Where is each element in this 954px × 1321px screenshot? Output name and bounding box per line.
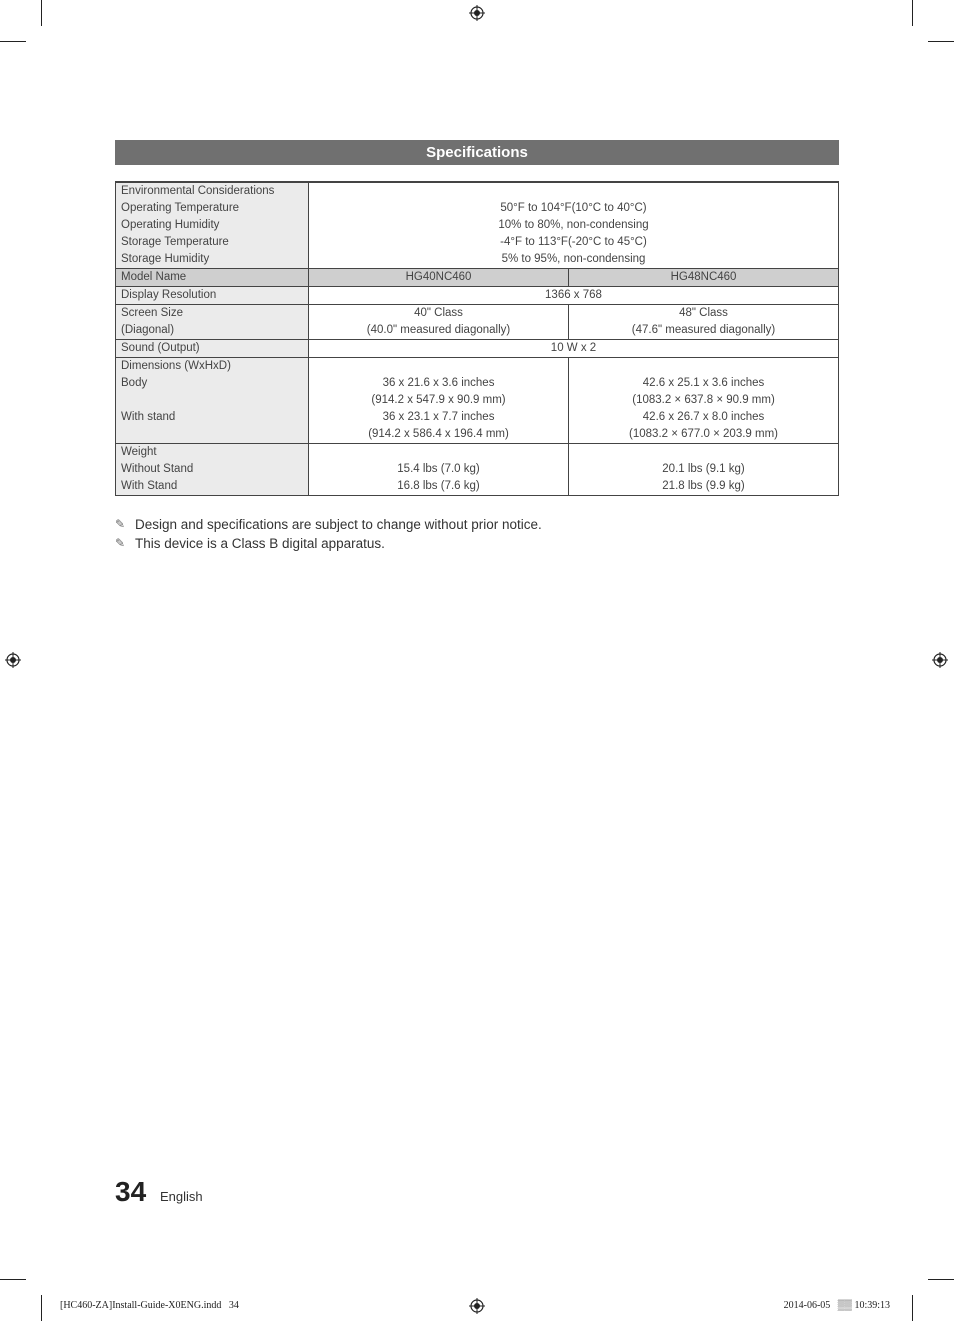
row-label: Weight Without Stand With Stand xyxy=(116,444,309,496)
table-row xyxy=(116,269,839,287)
table-row xyxy=(116,444,839,496)
row-value: 1366 x 768 xyxy=(309,287,839,305)
crop-mark xyxy=(0,1279,26,1280)
registration-mark-icon xyxy=(932,652,948,668)
pencil-note-icon: ✎ xyxy=(115,536,126,550)
row-label: Screen Size (Diagonal) xyxy=(116,305,309,340)
model-col2: HG48NC460 xyxy=(569,269,839,287)
row-value: 42.6 x 25.1 x 3.6 inches (1083.2 × 637.8 × 90.9 mm) 42.6 x 26.7 x 8.0 inches (1083.2 × 677.0 × 203.9 mm) xyxy=(569,358,839,444)
table-row xyxy=(116,287,839,305)
crop-mark xyxy=(912,0,913,26)
registration-mark-icon xyxy=(5,652,21,668)
crop-mark xyxy=(0,41,26,42)
page-language: English xyxy=(160,1189,203,1204)
footer-timestamp: 2014-06-05 ▒▒ 10:39:13 xyxy=(783,1300,890,1311)
row-label: Dimensions (WxHxD) Body With stand xyxy=(116,358,309,444)
page-number: 34 xyxy=(115,1176,147,1207)
table-row xyxy=(116,182,839,269)
row-value: 40" Class (40.0" measured diagonally) xyxy=(309,305,569,340)
row-value: 10 W x 2 xyxy=(309,340,839,358)
crop-mark xyxy=(912,1295,913,1321)
note-item: ✎ This device is a Class B digital apparatus. xyxy=(115,536,385,551)
row-label: Sound (Output) xyxy=(116,340,309,358)
table-row xyxy=(116,358,839,444)
registration-mark-icon xyxy=(469,5,485,21)
row-label: Environmental Considerations Operating Temperature Operating Humidity Storage Temperature Storage Humidity xyxy=(116,182,309,269)
row-value: 20.1 lbs (9.1 kg) 21.8 lbs (9.9 kg) xyxy=(569,444,839,496)
model-col1: HG40NC460 xyxy=(309,269,569,287)
row-value: 48" Class (47.6" measured diagonally) xyxy=(569,305,839,340)
spec-table xyxy=(115,181,839,496)
section-title: Specifications xyxy=(115,140,839,165)
crop-mark xyxy=(41,1295,42,1321)
row-value: 15.4 lbs (7.0 kg) 16.8 lbs (7.6 kg) xyxy=(309,444,569,496)
pencil-note-icon: ✎ xyxy=(115,517,126,531)
crop-mark xyxy=(928,1279,954,1280)
row-label: Display Resolution xyxy=(116,287,309,305)
row-value: 36 x 21.6 x 3.6 inches (914.2 x 547.9 x 90.9 mm) 36 x 23.1 x 7.7 inches (914.2 x 586.4 x 196.4 mm) xyxy=(309,358,569,444)
crop-mark xyxy=(928,41,954,42)
registration-mark-icon xyxy=(469,1298,485,1314)
row-value: 50°F to 104°F(10°C to 40°C) 10% to 80%, non-condensing -4°F to 113°F(-20°C to 45°C) 5% to 95%, non-condensing xyxy=(309,182,839,269)
row-label: Model Name xyxy=(116,269,309,287)
note-item: ✎ Design and specifications are subject to change without prior notice. xyxy=(115,517,542,532)
footer-file-info: [HC460-ZA]Install-Guide-X0ENG.indd 34 xyxy=(60,1300,239,1311)
crop-mark xyxy=(41,0,42,26)
notes xyxy=(115,515,542,553)
table-row xyxy=(116,340,839,358)
table-row xyxy=(116,305,839,340)
